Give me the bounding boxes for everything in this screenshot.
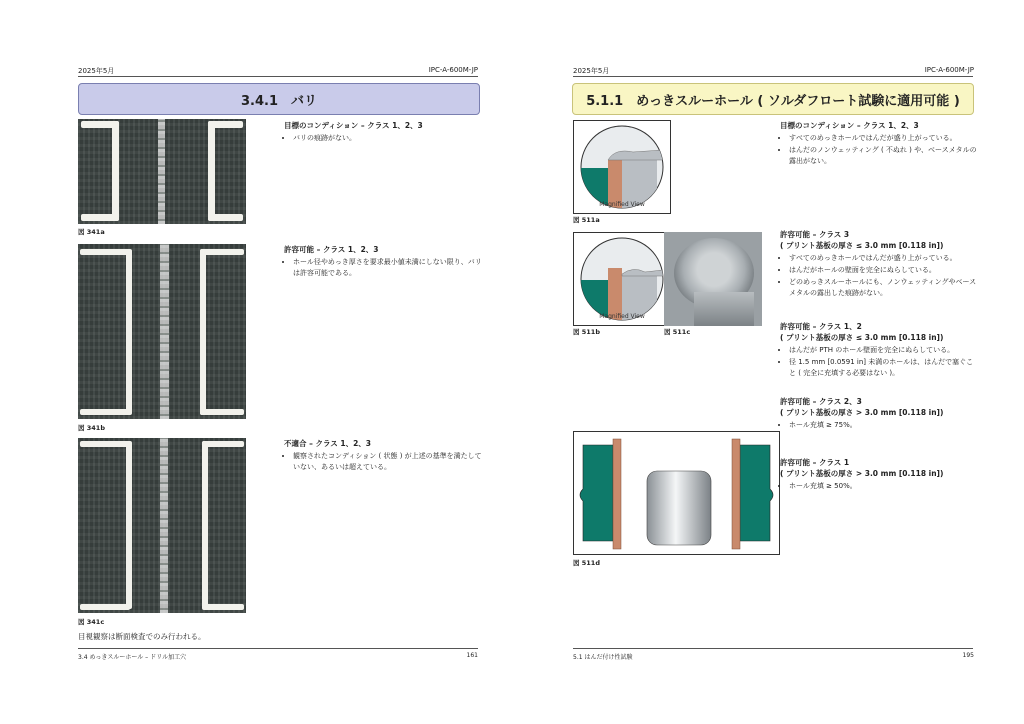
- figure-511d-caption: 図 511d: [573, 559, 600, 567]
- figure-341a-image: [78, 119, 246, 224]
- bullet-item: • ホール充填 ≥ 50%。: [789, 481, 980, 492]
- section-acceptable-class1-thick: [780, 457, 980, 493]
- section-title: 5.1.1 めっきスルーホール ( ソルダフロート試験に適用可能 ): [572, 83, 974, 115]
- section-heading: 許容可能 – クラス 3: [780, 230, 850, 239]
- figure-511c-caption: 図 511c: [664, 328, 691, 336]
- figure-511c-image: [664, 232, 762, 326]
- footer-rule: [573, 648, 973, 649]
- figure-341b-image: [78, 244, 246, 419]
- bullet-item: • どのめっきスルーホールにも、ノンウェッティングやベースメタルの露出した痕跡がない。: [789, 277, 980, 299]
- section-acceptable-class3: [780, 229, 980, 300]
- section-subheading: ( プリント基板の厚さ ≤ 3.0 mm [0.118 in]): [780, 333, 944, 342]
- footer-section: 3.4 めっきスルーホール – ドリル加工穴: [78, 654, 187, 661]
- section-heading: 不適合 – クラス 1、2、3: [284, 439, 372, 448]
- section-acceptable-class12: [780, 321, 980, 380]
- figure-341c-image: [78, 438, 246, 613]
- figure-511a-caption: 図 511a: [573, 216, 600, 224]
- header-date: 2025年5月: [573, 67, 610, 75]
- bullet-item: • はんだのノンウェッティング ( 不ぬれ ) や、ベースメタルの露出がない。: [789, 145, 980, 167]
- section-nonconforming: [284, 438, 484, 474]
- figure-511b-diagram: [573, 232, 671, 326]
- bullet-item: • ホール充填 ≥ 75%。: [789, 420, 980, 431]
- bullet-item: • すべてのめっきホールではんだが盛り上がっている。: [789, 133, 980, 144]
- header-rule: [78, 76, 478, 77]
- section-heading: 目標のコンディション – クラス 1、2、3: [284, 121, 423, 130]
- section-subheading: ( プリント基板の厚さ > 3.0 mm [0.118 in]): [780, 469, 944, 478]
- figure-511d-diagram: [573, 431, 780, 555]
- section-heading: 許容可能 – クラス 1、2、3: [284, 245, 379, 254]
- footer-page-number: 195: [962, 652, 974, 659]
- section-subheading: ( プリント基板の厚さ ≤ 3.0 mm [0.118 in]): [780, 241, 944, 250]
- right-page: [512, 0, 1024, 724]
- section-acceptable: [284, 244, 484, 280]
- bullet-item: • 観察されたコンディション ( 状態 ) が上述の基準を満たしていない、あるいは超えている。: [293, 451, 484, 473]
- figure-511a-diagram: [573, 120, 671, 214]
- section-target-condition: [780, 120, 980, 168]
- figure-341b-caption: 図 341b: [78, 424, 105, 432]
- bullet-item: • ホール径やめっき厚さを要求最小値未満にしない限り、バリは許容可能である。: [293, 257, 484, 279]
- section-acceptable-class23-thick: [780, 396, 980, 432]
- section-subheading: ( プリント基板の厚さ > 3.0 mm [0.118 in]): [780, 408, 944, 417]
- section-target-condition: [284, 120, 484, 145]
- section-heading: 目標のコンディション – クラス 1、2、3: [780, 121, 919, 130]
- footer-rule: [78, 648, 478, 649]
- section-heading: 許容可能 – クラス 1、2: [780, 322, 862, 331]
- footer-section: 5.1 はんだ付け性試験: [573, 654, 633, 661]
- magnified-view-label: Magnified View: [599, 313, 645, 320]
- bullet-item: • すべてのめっきホールではんだが盛り上がっている。: [789, 253, 980, 264]
- header-rule: [573, 76, 973, 77]
- bullet-item: • はんだが PTH のホール壁面を完全にぬらしている。: [789, 345, 980, 356]
- section-heading: 許容可能 – クラス 1: [780, 458, 850, 467]
- bullet-item: • バリの痕跡がない。: [293, 133, 484, 144]
- header-doc-id: IPC-A-600M-JP: [428, 66, 478, 74]
- header-doc-id: IPC-A-600M-JP: [924, 66, 974, 74]
- section-heading: 許容可能 – クラス 2、3: [780, 397, 862, 406]
- bullet-item: • 径 1.5 mm [0.0591 in] 未満のホールは、はんだで塞ぐこと ( 完全に充填する必要はない )。: [789, 357, 980, 379]
- figure-341c-caption: 図 341c: [78, 618, 105, 626]
- figure-511b-caption: 図 511b: [573, 328, 600, 336]
- footer-page-number: 161: [466, 652, 478, 659]
- bullet-item: • はんだがホールの壁面を完全にぬらしている。: [789, 265, 980, 276]
- header-date: 2025年5月: [78, 67, 115, 75]
- section-title: 3.4.1 バリ: [78, 83, 480, 115]
- figure-341a-caption: 図 341a: [78, 228, 105, 236]
- magnified-view-label: Magnified View: [599, 201, 645, 208]
- inspection-note: 目視観察は断面検査でのみ行われる。: [78, 632, 206, 641]
